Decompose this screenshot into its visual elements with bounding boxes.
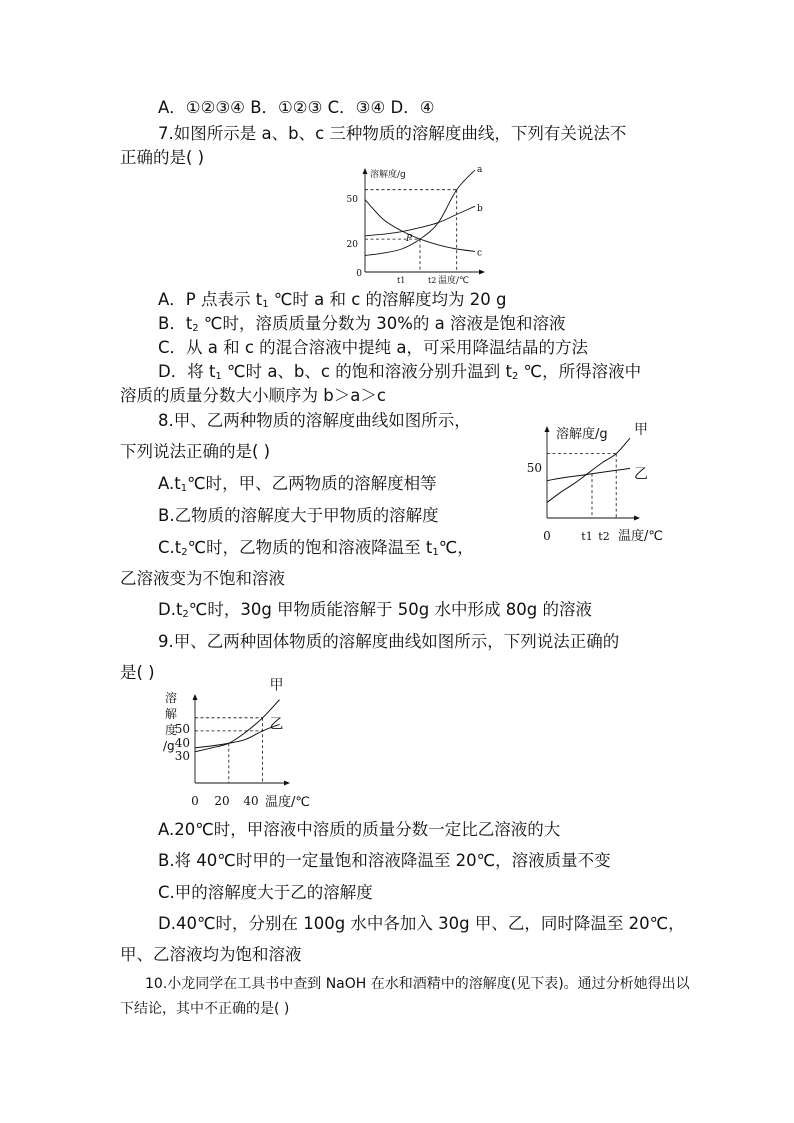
q9-curve-2 <box>195 724 280 747</box>
q8-series-label-1: 甲 <box>634 422 648 439</box>
q9-stem-line2: 是( ) <box>120 663 155 682</box>
q7-series-label-1: a <box>477 165 483 175</box>
q8-xtick-t2: t2 <box>598 530 610 543</box>
q7-option-a: A．P 点表示 $t_1$ ℃时 a 和 c 的溶解度均为 20 g <box>158 290 507 310</box>
q9-ylabel-1: 溶 <box>165 691 178 705</box>
q9-ylabel-3: 度 <box>165 723 178 737</box>
q7-xtick-t2: t2 <box>428 276 437 285</box>
q9-option-c: C.甲的溶解度大于乙的溶解度 <box>158 883 373 902</box>
q7-curve-1 <box>365 170 475 256</box>
q7-curve-2 <box>365 206 475 236</box>
q8-ylabel: 溶解度/g <box>556 427 608 442</box>
q7-curve-3 <box>365 200 475 252</box>
q9-series-label-1: 甲 <box>269 677 284 694</box>
q8-ytick-50: 50 <box>526 461 542 475</box>
q9-ylabel-2: 解 <box>165 707 178 721</box>
q9-option-b: B.将 40℃时甲的一定量饱和溶液降温至 20℃，溶液质量不变 <box>158 851 611 870</box>
q8-curve-2 <box>547 468 630 480</box>
q8-xtick-t1: t1 <box>581 530 593 543</box>
q7-chart <box>340 162 490 290</box>
q9-y-arrow <box>193 694 198 700</box>
q9-xtick-20: 20 <box>214 794 230 808</box>
q7-ytick-20: 20 <box>346 240 358 250</box>
q8-stem-line1: 8.甲、乙两种物质的溶解度曲线如图所示， <box>158 411 471 430</box>
q9-option-d-line2: 甲、乙溶液均为饱和溶液 <box>120 945 302 964</box>
q7-xlabel: 温度/℃ <box>438 276 470 286</box>
q6-options: A．①②③④ B．①②③ C．③④ D．④ <box>158 98 435 117</box>
q8-option-d: $D.t_2℃$时，30g 甲物质能溶解于 50g 水中形成 80g 的溶液 <box>158 600 592 620</box>
q9-ylabel-4: /g <box>163 739 175 753</box>
q7-option-d-line2: 溶质的质量分数大小顺序为 b＞a＞c <box>120 386 386 405</box>
q8-option-c-line2: 乙溶液变为不饱和溶液 <box>120 569 285 588</box>
q9-stem-line1: 9.甲、乙两种固体物质的溶解度曲线如图所示，下列说法正确的 <box>158 632 620 651</box>
q8-option-c: $C.t_2℃$时，乙物质的饱和溶液降温至 $t_1℃$， <box>158 538 474 558</box>
q7-y-arrow <box>363 168 368 174</box>
q8-chart <box>520 418 680 548</box>
q8-xlabel: 温度/℃ <box>618 529 663 544</box>
q9-option-d: D.40℃时，分别在 100g 水中各加入 30g 甲、乙，同时降温至 20℃， <box>158 914 685 933</box>
q9-series-label-2: 乙 <box>269 716 284 733</box>
q8-series-label-2: 乙 <box>634 466 648 483</box>
q8-y-arrow <box>545 426 550 432</box>
q7-point-p: P <box>406 234 413 244</box>
q9-curve-1 <box>195 700 280 752</box>
q8-option-b: B.乙物质的溶解度大于甲物质的溶解度 <box>158 506 439 525</box>
q7-series-label-3: c <box>477 248 483 259</box>
q8-stem-line2: 下列说法正确的是( ) <box>120 442 271 461</box>
q7-option-c: C．从 a 和 c 的混合溶液中提纯 a，可采用降温结晶的方法 <box>158 338 589 357</box>
q9-x-arrow <box>284 781 290 786</box>
q9-ytick-50: 50 <box>174 722 190 736</box>
q7-option-d: D．将 $t_1$ ℃时 a、b、c 的饱和溶液分别升温到 $t_2$ ℃，所得溶液中 <box>158 362 642 382</box>
q7-series-label-2: b <box>477 204 483 215</box>
q9-chart <box>155 677 330 813</box>
q7-stem-line2: 正确的是( ) <box>120 148 205 167</box>
q9-xtick-40: 40 <box>243 794 259 808</box>
q8-origin: 0 <box>543 529 551 543</box>
q9-origin: 0 <box>191 794 199 808</box>
q7-ylabel: 溶解度/g <box>370 170 406 180</box>
q10-stem-line2: 下结论，其中不正确的是( ) <box>120 1001 290 1017</box>
q8-option-a: $A.t_1℃$时，甲、乙两物质的溶解度相等 <box>158 474 437 494</box>
q7-x-arrow <box>479 270 485 275</box>
q7-option-b: B．$t_2$ ℃时，溶质质量分数为 30%的 a 溶液是饱和溶液 <box>158 314 566 334</box>
q7-ytick-50: 50 <box>346 195 358 205</box>
q7-stem-line1: 7.如图所示是 a、b、c 三种物质的溶解度曲线，下列有关说法不 <box>158 124 627 143</box>
q9-option-a: A.20℃时，甲溶液中溶质的质量分数一定比乙溶液的大 <box>158 820 561 839</box>
q9-ytick-40: 40 <box>174 736 190 750</box>
q9-ytick-30: 30 <box>174 749 190 763</box>
q7-xtick-t1: t1 <box>397 276 406 285</box>
q10-stem-line1: 10.小龙同学在工具书中查到 NaOH 在水和酒精中的溶解度(见下表)。通过分析她得出以 <box>145 976 690 992</box>
q9-xlabel: 温度/℃ <box>265 795 310 810</box>
q7-origin: 0 <box>356 269 362 279</box>
q8-x-arrow <box>634 516 640 521</box>
